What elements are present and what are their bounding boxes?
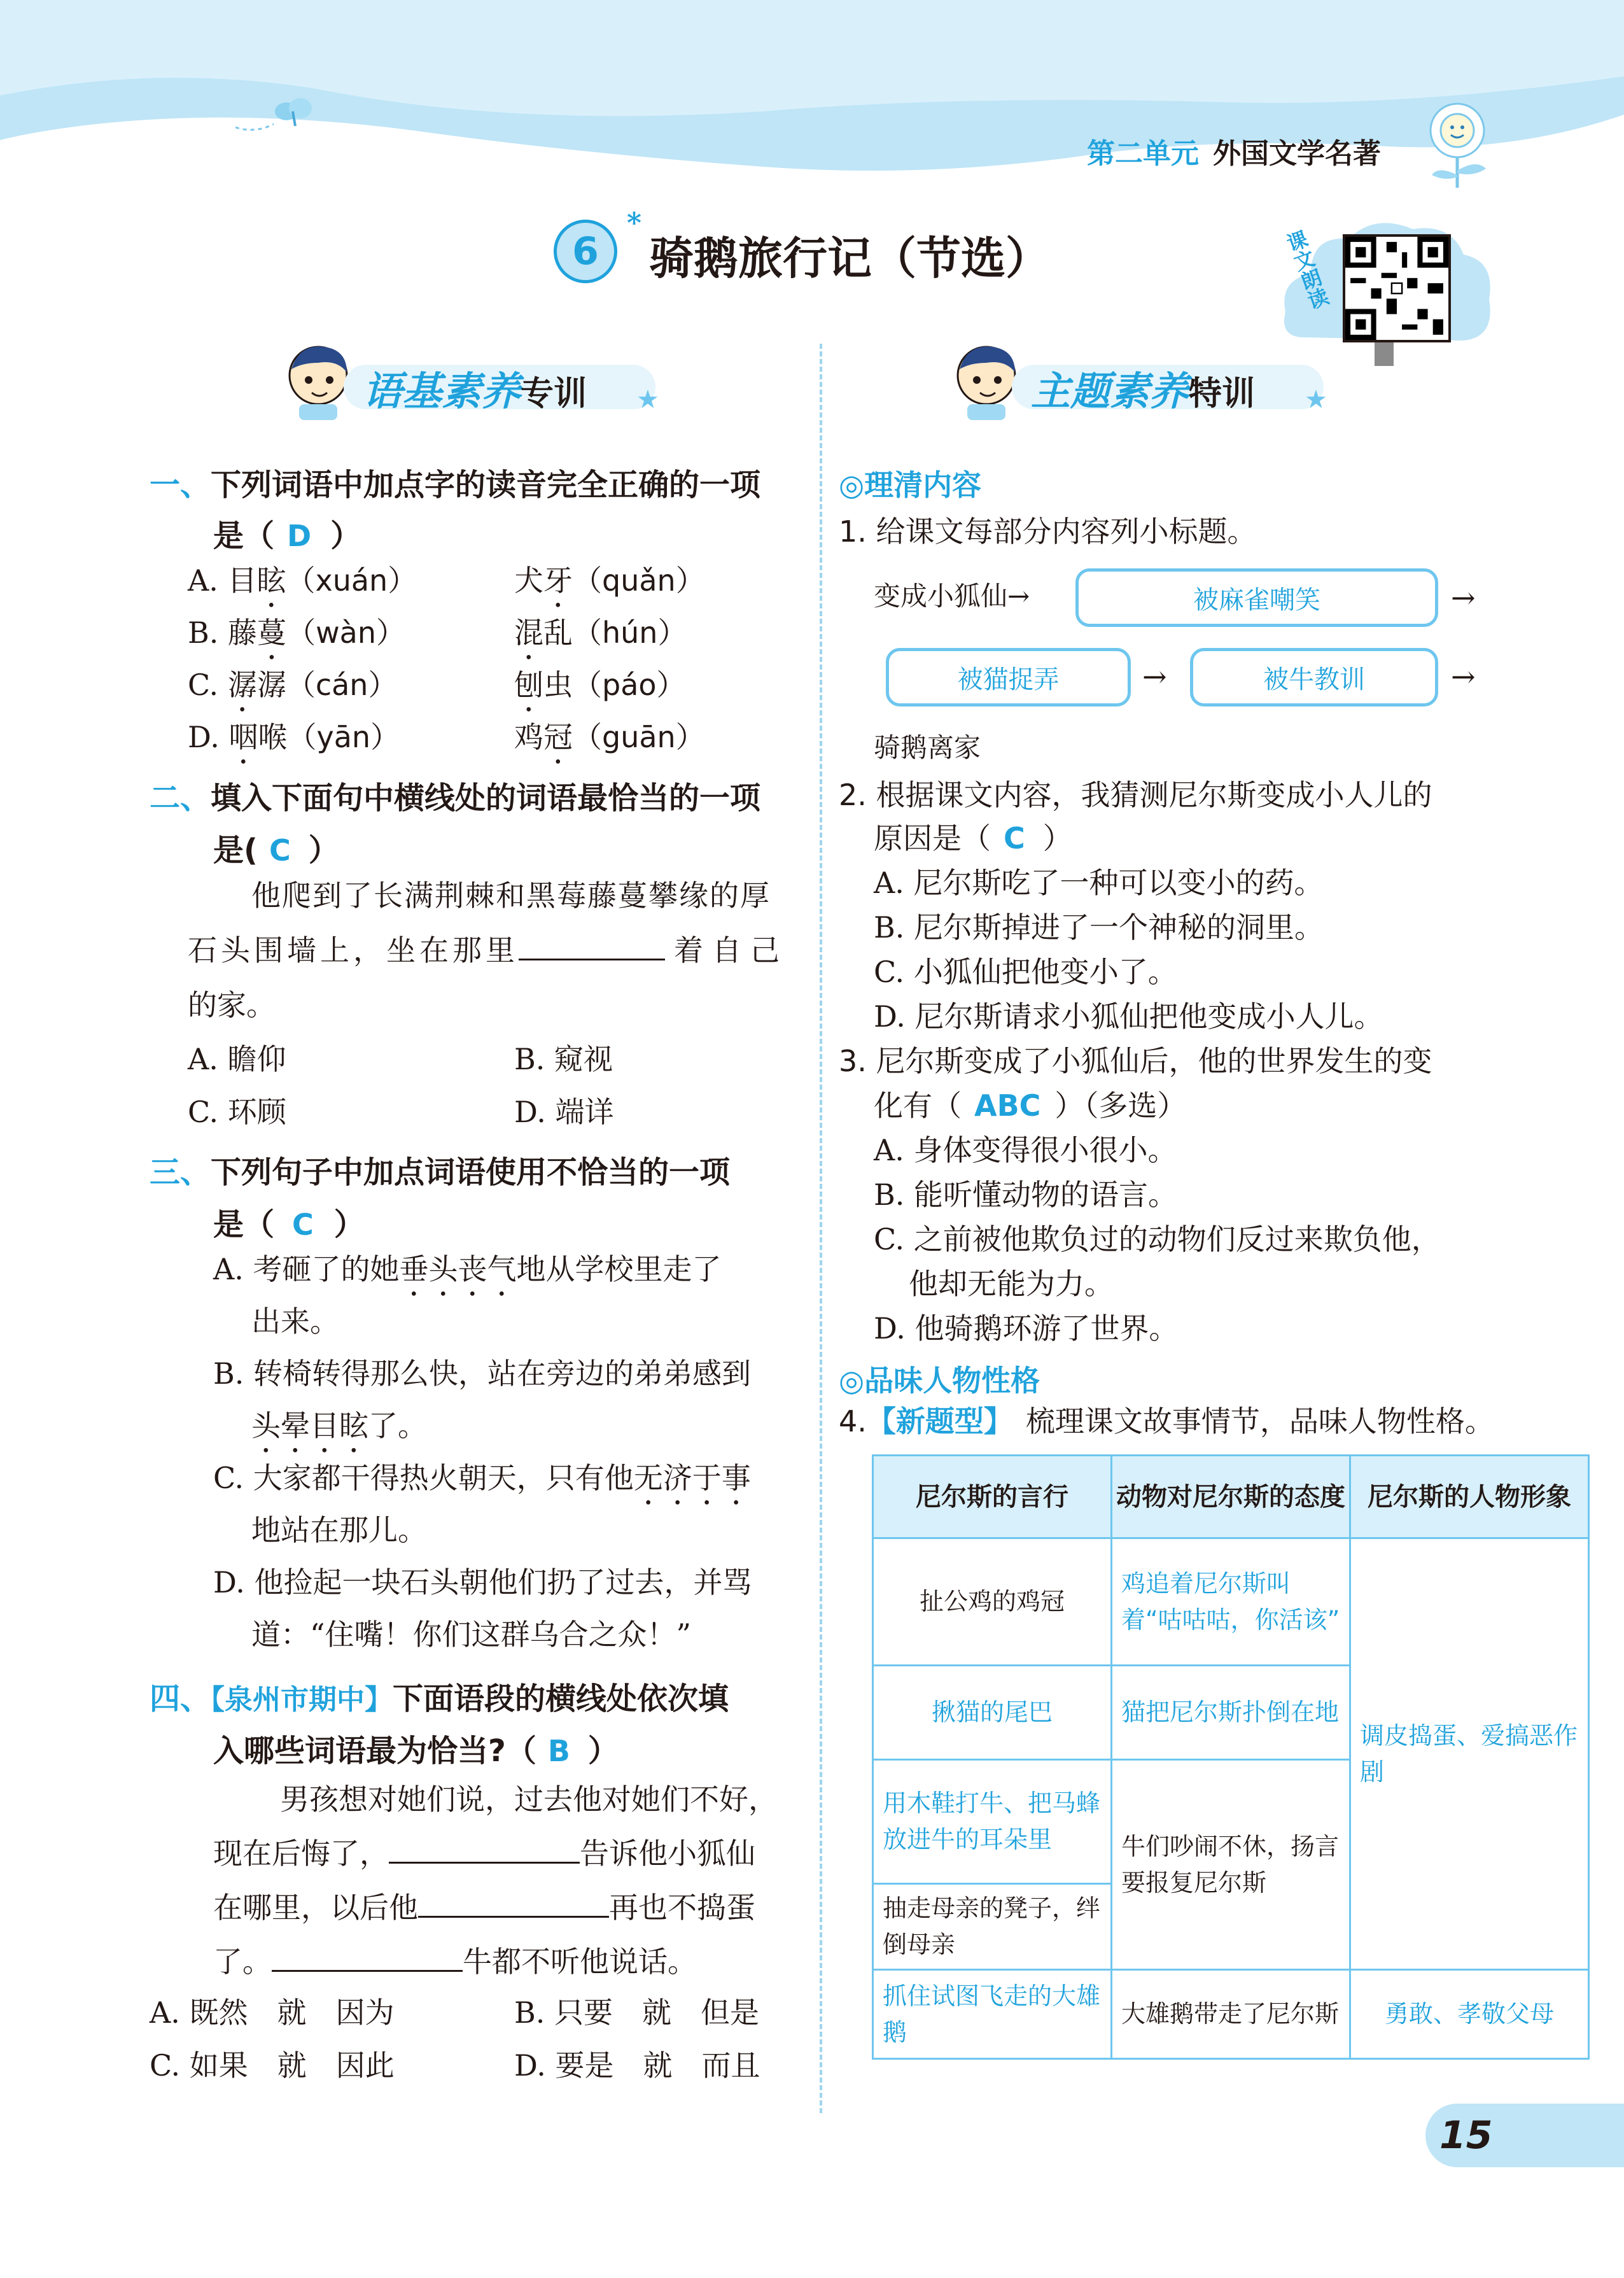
left-q4-option-a: A. 既然 就 因为 bbox=[150, 1995, 395, 2030]
column-divider bbox=[820, 344, 822, 2113]
left-q2-passage-3: 的家。 bbox=[188, 988, 276, 1022]
lesson-number-badge bbox=[554, 220, 617, 283]
left-q3-option-b-2: 头晕目眩了。 bbox=[251, 1409, 427, 1443]
left-q4-answer: B bbox=[547, 1734, 570, 1768]
left-q4-passage-4: 了。 牛都不听他说话。 bbox=[213, 1944, 697, 1979]
left-q4-option-d: D. 要是 就 而且 bbox=[514, 2048, 760, 2083]
left-q2-option-c: C. 环顾 bbox=[188, 1095, 286, 1129]
left-q4-passage-2: 现在后悔了， 告诉他小狐仙 bbox=[213, 1836, 755, 1871]
right-q2-answer: C bbox=[1004, 821, 1025, 855]
right-q1-stem: 1. 给课文每部分内容列小标题。 bbox=[839, 514, 1257, 549]
left-q3-option-c-2: 地站在那儿。 bbox=[251, 1513, 427, 1547]
table-cell: 扯公鸡的鸡冠 bbox=[873, 1538, 1112, 1666]
right-flow-box-2: 被猫捉弄 bbox=[886, 648, 1131, 707]
left-q1-answer: D bbox=[287, 519, 312, 553]
left-q4-stem: 四、【泉州市期中】下面语段的横线处依次填 bbox=[150, 1681, 729, 1717]
table-cell-answer: 抓住试图飞走的大雄鹅 bbox=[873, 1970, 1112, 2059]
left-q3-stem: 三、下列句子中加点词语使用不恰当的一项 bbox=[150, 1155, 731, 1190]
right-flow-end: 骑鹅离家 bbox=[874, 732, 981, 763]
lesson-number: 6 bbox=[572, 229, 599, 274]
left-q3-option-b: B. 转椅转得那么快，站在旁边的弟弟感到 bbox=[213, 1356, 752, 1391]
left-q3-stem-2: 是（ C ） bbox=[213, 1207, 365, 1242]
table-cell-answer: 鸡追着尼尔斯叫着“咕咕咕，你活该” bbox=[1112, 1538, 1350, 1666]
right-flow-start: 变成小狐仙→ bbox=[874, 580, 1030, 612]
left-q4-stem-2: 入哪些词语最为恰当?（ B ） bbox=[213, 1733, 619, 1769]
left-q4-tag: 【泉州市期中】 bbox=[211, 1684, 393, 1716]
right-q3-answer: ABC bbox=[974, 1088, 1041, 1123]
left-q1-option-d: D. 咽喉（yān） bbox=[188, 720, 400, 754]
table-cell-answer: 调皮捣蛋、爱搞恶作剧 bbox=[1350, 1538, 1589, 1970]
table-cell-answer: 勇敢、孝敬父母 bbox=[1350, 1970, 1589, 2059]
left-q2-answer: C bbox=[269, 833, 291, 868]
left-q2-stem-2: 是( C ） bbox=[213, 833, 339, 868]
left-q3-option-a: A. 考砸了的她垂头丧气地从学校里走了 bbox=[213, 1252, 722, 1286]
qr-code[interactable] bbox=[1343, 234, 1451, 342]
right-section-heading-2: ◎品味人物性格 bbox=[839, 1363, 1040, 1398]
table-cell: 抽走母亲的凳子，绊倒母亲 bbox=[873, 1884, 1112, 1970]
right-banner: 主题素养特训 ★ bbox=[948, 347, 1336, 423]
right-q3-option-c-2: 他却无能为力。 bbox=[909, 1267, 1114, 1301]
right-q2-stem-1: 2. 根据课文内容，我猜测尼尔斯变成小人儿的 bbox=[839, 778, 1432, 812]
right-q3-option-b: B. 能听懂动物的语言。 bbox=[874, 1178, 1178, 1212]
left-banner-sub: 专训 bbox=[521, 375, 587, 413]
table-cell-answer: 用木鞋打牛、把马蜂放进牛的耳朵里 bbox=[873, 1760, 1112, 1884]
right-q3-stem-1: 3. 尼尔斯变成了小狐仙后，他的世界发生的变 bbox=[839, 1044, 1432, 1078]
left-q3-option-d: D. 他捡起一块石头朝他们扔了过去，并骂 bbox=[213, 1565, 752, 1600]
right-q3-stem-2: 化有（ ABC ）（多选） bbox=[874, 1088, 1187, 1123]
left-q3-option-c: C. 大家都干得热火朝天，只有他无济于事 bbox=[213, 1461, 751, 1495]
left-banner-title: 语基素养 bbox=[363, 368, 521, 414]
table-header-attitude: 动物对尼尔斯的态度 bbox=[1112, 1456, 1350, 1538]
right-q2-stem-2: 原因是（ C ） bbox=[874, 821, 1072, 855]
table-cell: 牛们吵闹不休，扬言要报复尼尔斯 bbox=[1112, 1760, 1350, 1970]
left-q2-passage-1: 他爬到了长满荆棘和黑莓藤蔓攀缘的厚 bbox=[251, 878, 771, 913]
lesson-star: * bbox=[627, 207, 642, 239]
right-banner-sub: 特训 bbox=[1189, 375, 1256, 413]
sunflower-icon bbox=[1419, 95, 1495, 191]
left-q2-option-a: A. 瞻仰 bbox=[188, 1042, 286, 1076]
left-q3-answer: C bbox=[292, 1207, 314, 1242]
unit-label bbox=[1087, 130, 1381, 171]
left-q1-option-b2: 混乱（hún） bbox=[514, 615, 687, 650]
right-q2-option-a: A. 尼尔斯吃了一种可以变小的药。 bbox=[874, 866, 1324, 900]
right-q3-option-a: A. 身体变得很小很小。 bbox=[874, 1133, 1177, 1167]
right-q4-tag: 【新题型】 bbox=[866, 1404, 1013, 1438]
right-q3-option-d: D. 他骑鹅环游了世界。 bbox=[874, 1311, 1179, 1346]
right-flow-arrow-2: → bbox=[1142, 659, 1167, 694]
table-cell: 大雄鹅带走了尼尔斯 bbox=[1112, 1970, 1350, 2059]
table-cell-answer: 猫把尼尔斯扑倒在地 bbox=[1112, 1666, 1350, 1760]
right-q2-option-d: D. 尼尔斯请求小狐仙把他变成小人儿。 bbox=[874, 999, 1383, 1034]
table-cell-answer: 揪猫的尾巴 bbox=[873, 1666, 1112, 1760]
left-q2-option-b: B. 窥视 bbox=[514, 1042, 613, 1076]
left-q1-option-b: B. 藤蔓（wàn） bbox=[188, 615, 406, 650]
left-q4-passage-3: 在哪里，以后他 再也不捣蛋 bbox=[213, 1890, 755, 1925]
qr-label: 课文朗读 bbox=[1281, 227, 1332, 313]
left-q1-option-c2: 刨虫（páo） bbox=[514, 668, 686, 702]
right-flow-arrow-3: → bbox=[1451, 659, 1476, 694]
page-number: 15 bbox=[1439, 2113, 1493, 2158]
left-q4-option-b: B. 只要 就 但是 bbox=[514, 1995, 760, 2030]
right-flow-box-1: 被麻雀嘲笑 bbox=[1075, 568, 1438, 627]
right-banner-title: 主题素养 bbox=[1031, 368, 1189, 414]
left-q2-option-d: D. 端详 bbox=[514, 1095, 614, 1129]
left-q2-passage-2: 石头围墙上，坐在那里 着自己 bbox=[188, 933, 788, 967]
table-header-character: 尼尔斯的人物形象 bbox=[1350, 1456, 1589, 1538]
unit-number: 第二单元 bbox=[1087, 137, 1199, 170]
left-q4-option-c: C. 如果 就 因此 bbox=[150, 2048, 395, 2083]
left-q3-option-d-2: 道：“住嘴！你们这群乌合之众！” bbox=[251, 1617, 692, 1652]
right-flow-box-3: 被牛教训 bbox=[1190, 648, 1438, 707]
left-q4-passage-1: 男孩想对她们说，过去他对她们不好， bbox=[280, 1782, 778, 1817]
left-q3-option-a-2: 出来。 bbox=[251, 1304, 339, 1339]
character-table bbox=[872, 1454, 1590, 2060]
right-flow-arrow-1: → bbox=[1451, 580, 1476, 615]
right-q2-option-b: B. 尼尔斯掉进了一个神秘的洞里。 bbox=[874, 910, 1324, 945]
table-header-actions: 尼尔斯的言行 bbox=[873, 1456, 1112, 1538]
left-q1-option-a2: 犬牙（quǎn） bbox=[514, 563, 705, 598]
right-q2-option-c: C. 小狐仙把他变小了。 bbox=[874, 955, 1177, 989]
left-banner: 语基素养专训 ★ bbox=[280, 347, 668, 423]
right-q3-option-c: C. 之前被他欺负过的动物们反过来欺负他， bbox=[874, 1222, 1441, 1256]
left-q1-stem: 一、下列词语中加点字的读音完全正确的一项 bbox=[150, 467, 761, 503]
left-q1-option-a: A. 目眩（xuán） bbox=[188, 563, 417, 598]
unit-title: 外国文学名著 bbox=[1213, 137, 1381, 170]
left-q1-option-d2: 鸡冠（guān） bbox=[514, 720, 705, 754]
left-q2-stem: 二、填入下面句中横线处的词语最恰当的一项 bbox=[150, 780, 761, 816]
left-q1-option-c: C. 潺潺（cán） bbox=[188, 668, 398, 702]
right-section-heading-1: ◎理清内容 bbox=[839, 468, 982, 502]
butterfly-icon bbox=[229, 89, 318, 140]
left-q1-stem-2: 是（ D ） bbox=[213, 518, 361, 554]
right-q4-stem: 4.【新题型】 梳理课文故事情节，品味人物性格。 bbox=[839, 1404, 1494, 1438]
lesson-title: 骑鹅旅行记（节选） bbox=[649, 232, 1050, 285]
